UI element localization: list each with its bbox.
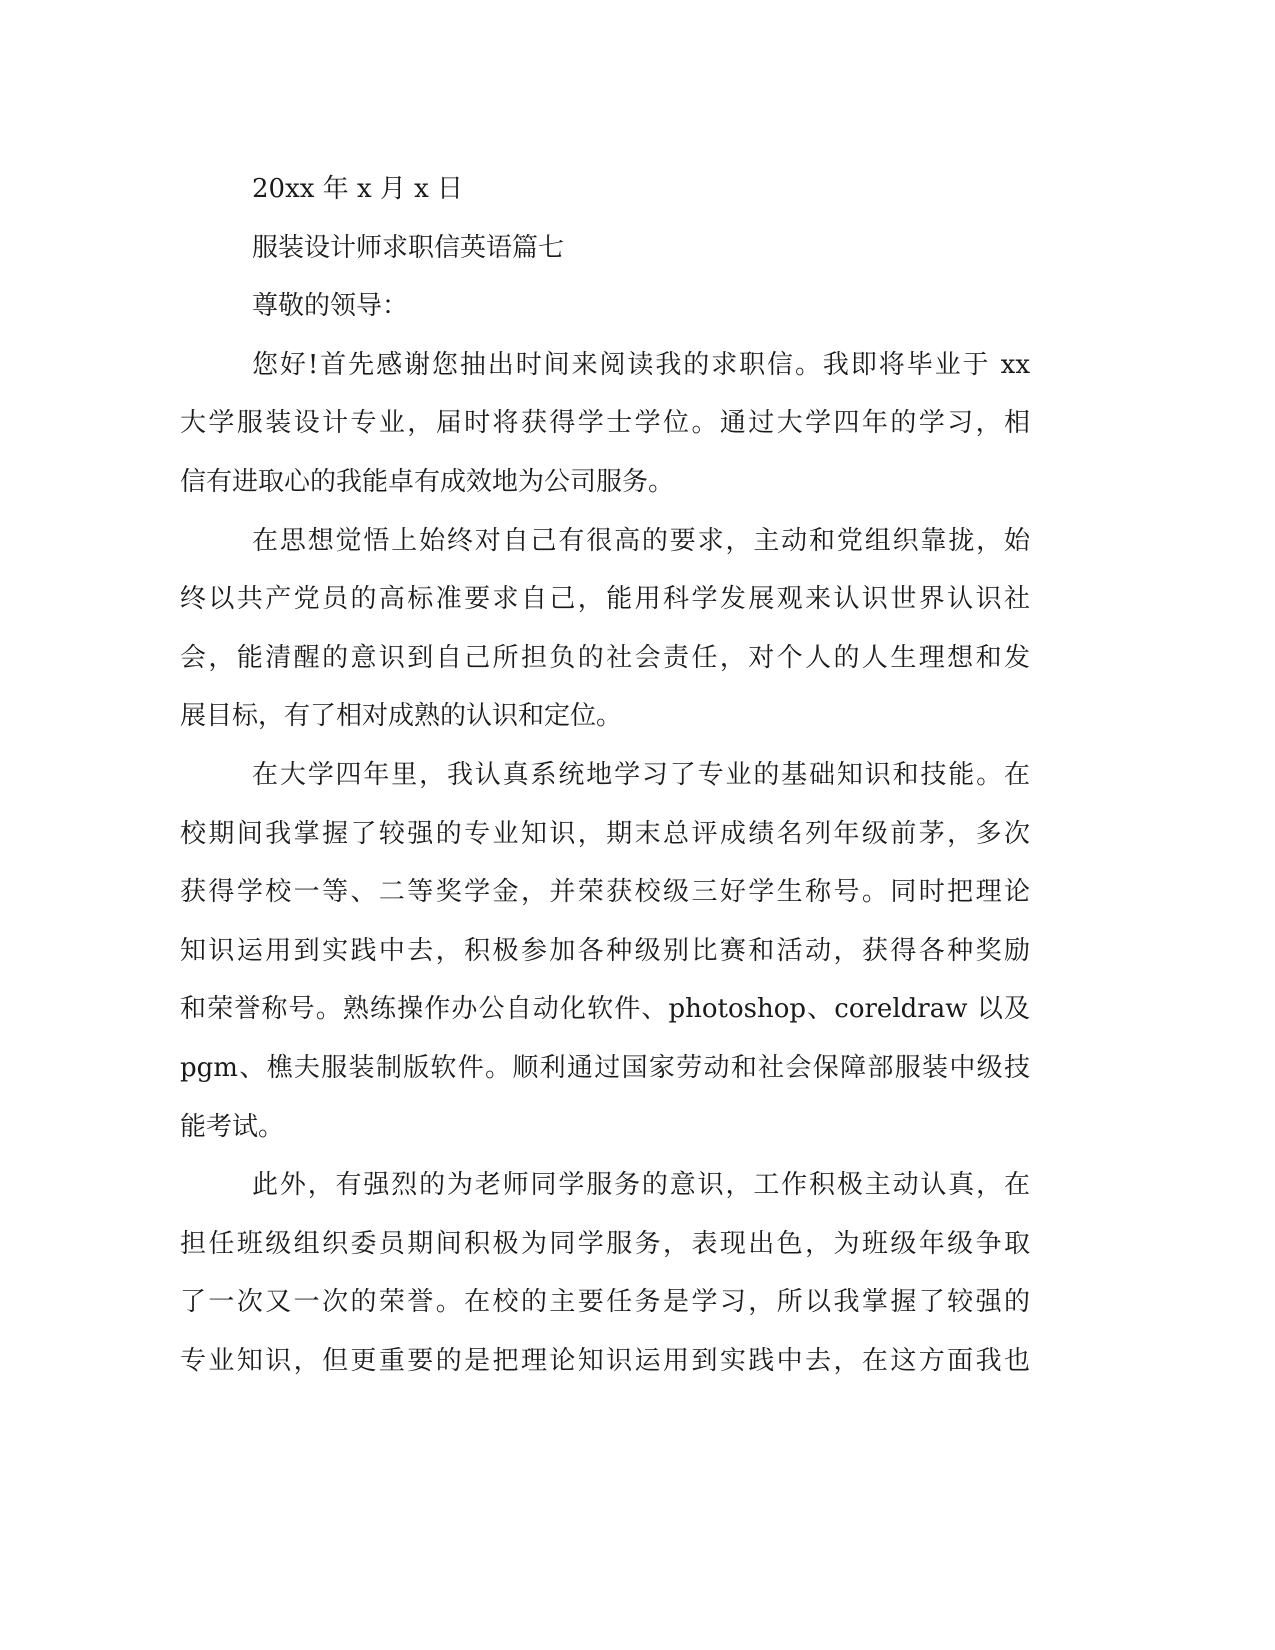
paragraph-line: 展目标，有了相对成熟的认识和定位。	[180, 701, 623, 732]
paragraph-4	[180, 1156, 1030, 1390]
letter-date: 20xx 年 x 月 x 日	[252, 174, 464, 204]
paragraph-line: 和荣誉称号。熟练操作办公自动化软件、photoshop、coreldraw 以及	[180, 994, 1030, 1025]
letter-body	[180, 160, 1030, 1390]
paragraph-line: 了一次又一次的荣誉。在校的主要任务是学习，所以我掌握了较强的	[180, 1287, 1030, 1318]
paragraph-line: 专业知识，但更重要的是把理论知识运用到实践中去，在这方面我也	[180, 1345, 1030, 1376]
letter-salutation: 尊敬的领导：	[252, 291, 409, 322]
paragraph-line: 终以共产党员的高标准要求自己，能用科学发展观来认识世界认识社	[180, 584, 1030, 615]
paragraph-3	[180, 746, 1030, 1156]
paragraph-line: 此外，有强烈的为老师同学服务的意识，工作积极主动认真，在	[252, 1170, 1030, 1201]
paragraph-line: 信有进取心的我能卓有成效地为公司服务。	[180, 466, 675, 497]
letter-title: 服装设计师求职信英语篇七	[252, 232, 565, 263]
paragraph-line: 能考试。	[180, 1111, 285, 1142]
paragraph-2	[180, 512, 1030, 746]
paragraph-line: 您好!首先感谢您抽出时间来阅读我的求职信。我即将毕业于 xx	[252, 349, 1030, 380]
paragraph-line: 在大学四年里，我认真系统地学习了专业的基础知识和技能。在	[252, 759, 1030, 790]
paragraph-line: pgm、樵夫服装制版软件。顺利通过国家劳动和社会保障部服装中级技	[180, 1052, 1030, 1083]
paragraph-line: 担任班级组织委员期间积极为同学服务，表现出色，为班级年级争取	[180, 1228, 1030, 1259]
paragraph-1	[180, 336, 1030, 512]
paragraph-line: 校期间我掌握了较强的专业知识，期末总评成绩名列年级前茅，多次	[180, 818, 1030, 849]
paragraph-line: 在思想觉悟上始终对自己有很高的要求，主动和党组织靠拢，始	[252, 525, 1030, 556]
paragraph-line: 会，能清醒的意识到自己所担负的社会责任，对个人的人生理想和发	[180, 642, 1030, 673]
paragraph-line: 获得学校一等、二等奖学金，并荣获校级三好学生称号。同时把理论	[180, 877, 1030, 908]
paragraph-line: 大学服装设计专业，届时将获得学士学位。通过大学四年的学习，相	[180, 408, 1030, 439]
paragraph-line: 知识运用到实践中去，积极参加各种级别比赛和活动，获得各种奖励	[180, 935, 1030, 966]
